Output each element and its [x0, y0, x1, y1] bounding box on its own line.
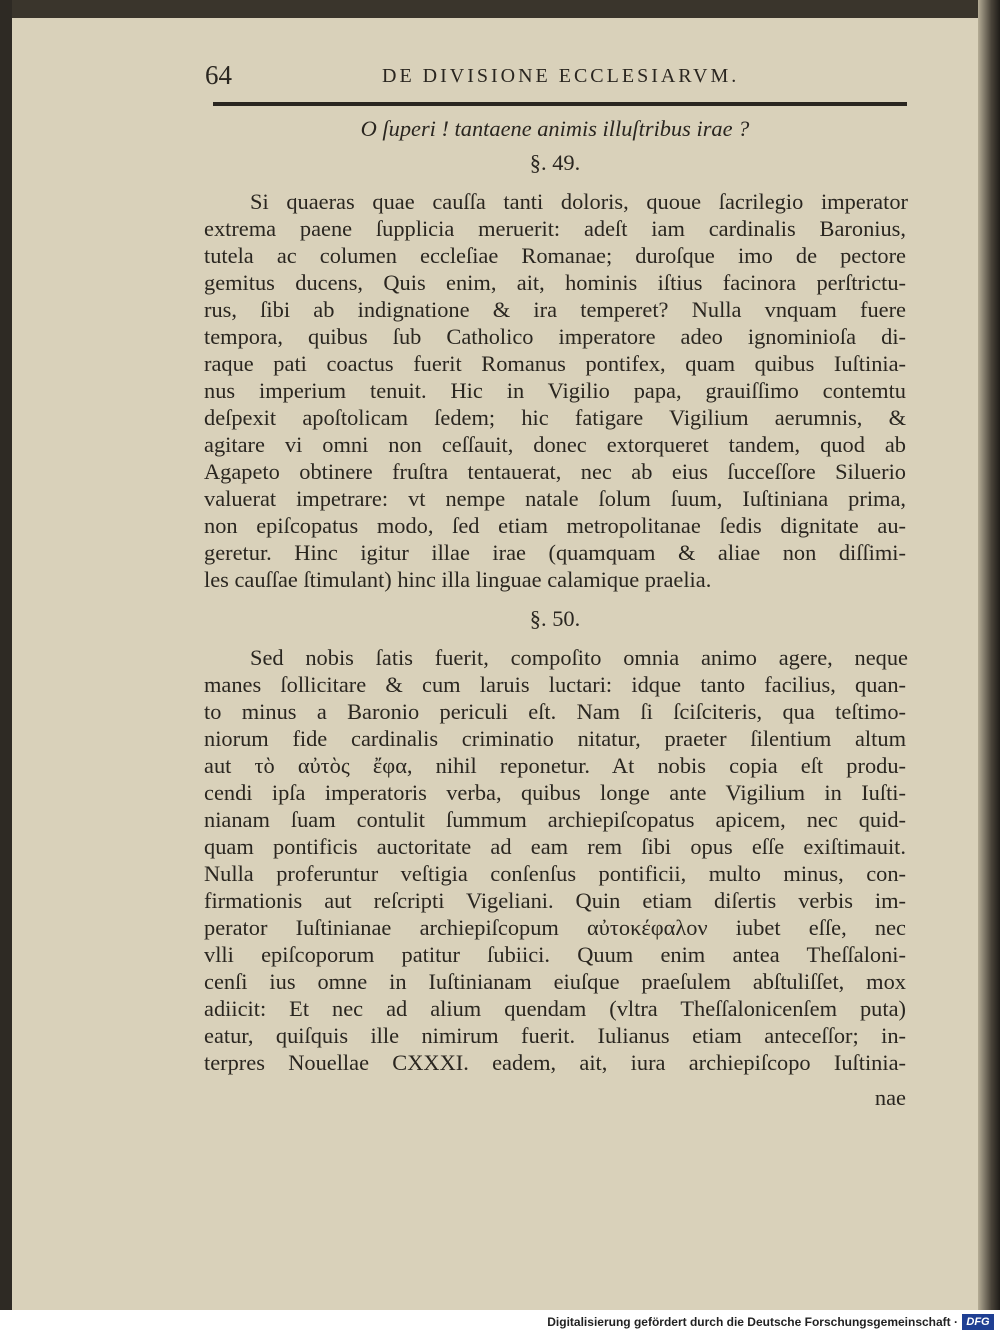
text-line: cendi ipſa imperatoris verba, quibus longe ante Vigilium in Iuſti- [204, 780, 906, 805]
catchword: nae [874, 1085, 906, 1110]
text-line: Nulla proferuntur veſtigia conſenſus pontificii, multo minus, con- [204, 861, 906, 886]
text-line: tutela ac columen eccleſiae Romanae; duroſque imo de pectore [204, 243, 906, 268]
text-line: manes ſollicitare & cum laruis luctari: idque tanto facilius, quan- [204, 672, 906, 697]
section-heading-50: §. 50. [529, 606, 581, 631]
text-line: raque pati coactus fuerit Romanus pontifex, quam quibus Iuſtinia- [204, 351, 906, 376]
page-header [205, 60, 905, 100]
text-line: rus, ſibi ab indignatione & ira temperet? Nulla vnquam fuere [204, 297, 906, 322]
header-rule [213, 102, 907, 106]
page-number: 64 [205, 60, 232, 90]
text-line: les cauſſae ſtimulant) hinc illa linguae calamique praelia. [204, 567, 712, 592]
text-line: deſpexit apoſtolicam ſedem; hic fatigare Vigilium aerumnis, & [204, 405, 906, 430]
text-line: geretur. Hinc igitur illae irae (quamquam & aliae non diſſimi- [204, 540, 906, 565]
text-line: Si quaeras quae cauſſa tanti doloris, quoue ſacrilegio imperator [250, 189, 908, 214]
text-line: vlli epiſcoporum patitur ſubiici. Quum enim antea Theſſaloni- [204, 942, 906, 967]
text-line: terpres Nouellae CXXXI. eadem, ait, iura archiepiſcopo Iuſtinia- [204, 1050, 906, 1075]
section-heading-49: §. 49. [529, 150, 581, 175]
text-line: extrema paene ſupplicia meruerit: adeſt iam cardinalis Baronius, [204, 216, 906, 241]
scan-top-border [0, 0, 1000, 18]
text-line: non epiſcopatus modo, ſed etiam metropolitanae ſedis dignitate au- [204, 513, 906, 538]
verse-quotation: O ſuperi ! tantaene animis illuſtribus irae ? [360, 116, 750, 141]
footer-bar [0, 1310, 1000, 1334]
text-line: nianam ſuam contulit ſummum archiepiſcopatus apicem, nec quid- [204, 807, 906, 832]
text-line: niorum fide cardinalis criminatio nitatur, praeter ſilentium altum [204, 726, 906, 751]
text-line: firmationis aut reſcripti Vigeliani. Quin etiam diſertis verbis im- [204, 888, 906, 913]
text-line: Sed nobis ſatis fuerit, compoſito omnia animo agere, neque [250, 645, 908, 670]
text-line: quam pontificis auctoritate ad eam rem ſibi opus eſſe exiſtimauit. [204, 834, 906, 859]
text-line: nus imperium tenuit. Hic in Vigilio papa, grauiſſimo contemtu [204, 378, 906, 403]
book-spine-edge [978, 0, 1000, 1310]
text-line: adiicit: Et nec ad alium quendam (vltra Theſſalonicenſem puta) [204, 996, 906, 1021]
text-line: aut τὸ αὐτὸς ἔφα, nihil reponetur. At nobis copia eſt produ- [204, 753, 906, 778]
text-line: perator Iuſtinianae archiepiſcopum αὐτοκέφαλον iubet eſſe, nec [204, 915, 906, 940]
scan-left-border [0, 0, 12, 1310]
text-line: gemitus ducens, Quis enim, ait, hominis iſtius facinora perſtrictu- [204, 270, 906, 295]
text-line: to minus a Baronio periculi eſt. Nam ſi ſciſciteris, qua teſtimo- [204, 699, 906, 724]
text-line: agitare vi omni non ceſſauit, donec extorqueret tandem, quod ab [204, 432, 906, 457]
funding-credit: Digitalisierung gefördert durch die Deutsche Forschungsgemeinschaft · [547, 1315, 958, 1329]
text-line: Agapeto obtinere fruſtra tentauerat, nec ab eius ſucceſſore Siluerio [204, 459, 906, 484]
running-head: DE DIVISIONE ECCLESIARVM. [382, 65, 740, 87]
dfg-logo: DFG [962, 1314, 994, 1330]
text-line: eatur, quiſquis ille nimirum fuerit. Iulianus etiam anteceſſor; in- [204, 1023, 906, 1048]
text-line: cenſi ius omne in Iuſtinianam eiuſque praeſulem abſtuliſſet, mox [204, 969, 906, 994]
text-line: tempora, quibus ſub Catholico imperatore adeo ignominioſa di- [204, 324, 906, 349]
text-line: valuerat impetrare: vt nempe natale ſolum ſuum, Iuſtiniana prima, [204, 486, 906, 511]
